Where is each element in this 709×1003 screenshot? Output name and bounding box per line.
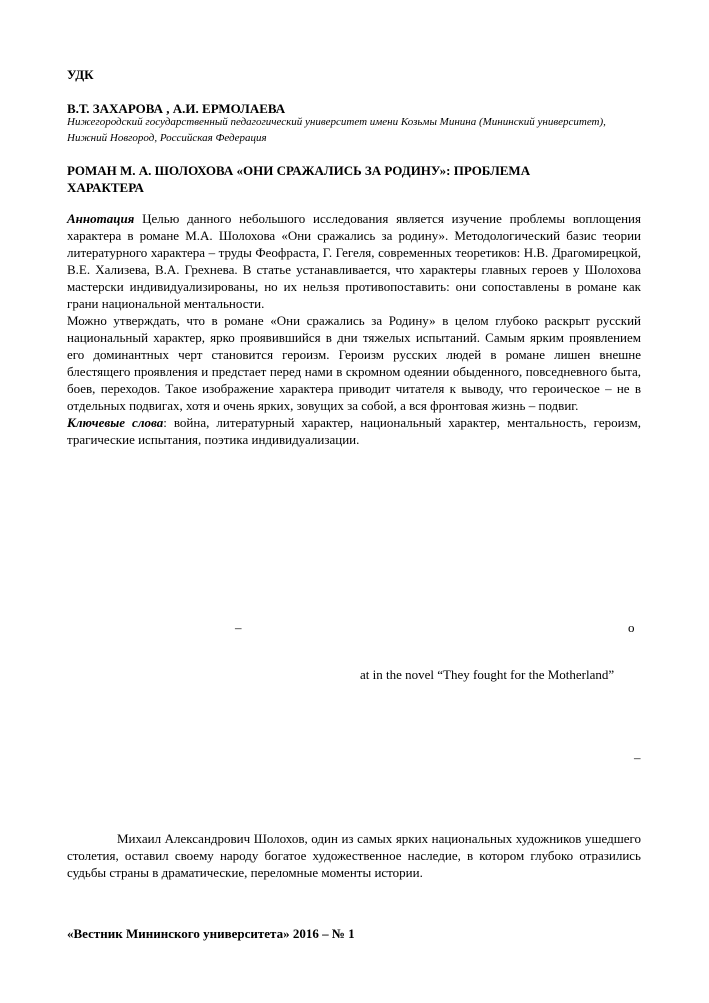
journal-footer: «Вестник Мининского университета» 2016 – № 1 [67, 926, 355, 941]
abstract-label: Аннотация [67, 211, 135, 226]
body-paragraph-1: Михаил Александрович Шолохов, один из самых ярких национальных художников ушедшего столетия, оставил своему народу богатое художественное наследие, в котором глубоко отразились судьбы страны в драматические, переломные моменты истории. [67, 831, 641, 880]
keywords-label: Ключевые слова [67, 415, 164, 430]
author-affiliation: Нижегородский государственный педагогический университет имени Козьмы Минина (Мининский университет), Нижний Новгород, Российская Федерация [67, 116, 606, 144]
article-title: РОМАН М. А. ШОЛОХОВА «ОНИ СРАЖАЛИСЬ ЗА РОДИНУ»: ПРОБЛЕМА ХАРАКТЕРА [67, 163, 531, 195]
abstract-paragraph-1 [67, 210, 641, 312]
abstract-text-1: Целью данного небольшого исследования является изучение проблемы воплощения характера в романе М.А. Шолохова «Они сражались за родину». Методологический базис теории литературного характера – труды Феофраста, Г. Гегеля, современных теоретиков: Н.В. Драгомирецкой, В.Е. Хализева, В.А. Грехнева. В статье устанавливается, что характеры главных героев у Шолохова мастерски индивидуализированы, но их нельзя противопоставить: они сопоставлены в романе как грани национальной ментальности. [67, 211, 641, 311]
fragment-dash: – [235, 620, 242, 635]
keywords-paragraph [67, 414, 641, 448]
keywords-text: : война, литературный характер, национальный характер, ментальность, героизм, трагические испытания, поэтика индивидуализации. [67, 415, 641, 447]
body-text [67, 830, 641, 881]
author-names: В.Т. ЗАХАРОВА , А.И. ЕРМОЛАЕВА [67, 101, 286, 116]
udk-label: УДК [67, 67, 94, 82]
fragment-letter: o [628, 620, 635, 635]
english-title-fragment: at in the novel “They fought for the Motherland” [360, 667, 615, 682]
fragment-dash: – [634, 750, 641, 765]
abstract-section [67, 210, 641, 448]
abstract-paragraph-2: Можно утверждать, что в романе «Они сражались за Родину» в целом глубоко раскрыт русский национальный характер, ярко проявившийся в дни тяжелых испытаний. Самым ярким проявлением его доминантных черт становится героизм. Героизм русских людей в романе лишен внешне блестящего проявления и предстает перед нами в скромном одеянии обыденного, повседневного быта, боев, переходов. Такое изображение характера приводит читателя к выводу, что героическое – не в отдельных подвигах, хотя и очень ярких, зовущих за собой, а вся фронтовая жизнь – подвиг. [67, 313, 641, 413]
